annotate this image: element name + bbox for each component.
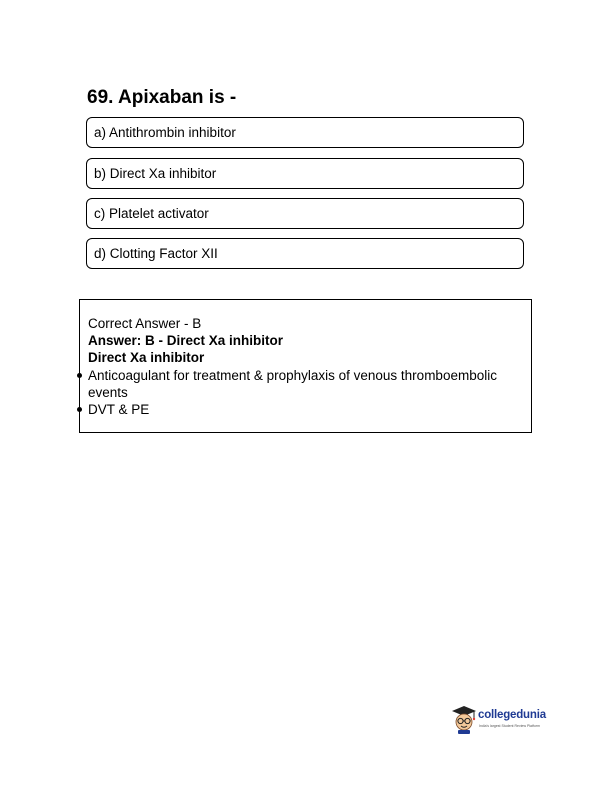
question-title: 69. Apixaban is - — [87, 87, 237, 108]
mascot-icon — [450, 703, 478, 735]
bullet-item-continuation: events — [88, 385, 128, 400]
logo-tagline: India's largest Student Review Platform — [479, 724, 540, 728]
answer-heading: Direct Xa inhibitor — [88, 350, 205, 365]
option-a[interactable]: a) Antithrombin inhibitor — [86, 117, 524, 148]
option-c[interactable]: c) Platelet activator — [86, 198, 524, 229]
bullet-icon — [77, 373, 82, 378]
option-b[interactable]: b) Direct Xa inhibitor — [86, 158, 524, 189]
bullet-icon — [77, 407, 82, 412]
option-d[interactable]: d) Clotting Factor XII — [86, 238, 524, 269]
logo-name: collegedunia — [478, 709, 546, 721]
answer-panel — [79, 299, 532, 433]
bullet-item-line: DVT & PE — [88, 402, 150, 417]
bullet-item-line: Anticoagulant for treatment & prophylaxis of venous thromboembolic — [88, 368, 497, 383]
answer-line: Answer: B - Direct Xa inhibitor — [88, 333, 284, 348]
correct-answer-text: Correct Answer - B — [88, 316, 202, 331]
collegedunia-logo — [450, 703, 560, 741]
